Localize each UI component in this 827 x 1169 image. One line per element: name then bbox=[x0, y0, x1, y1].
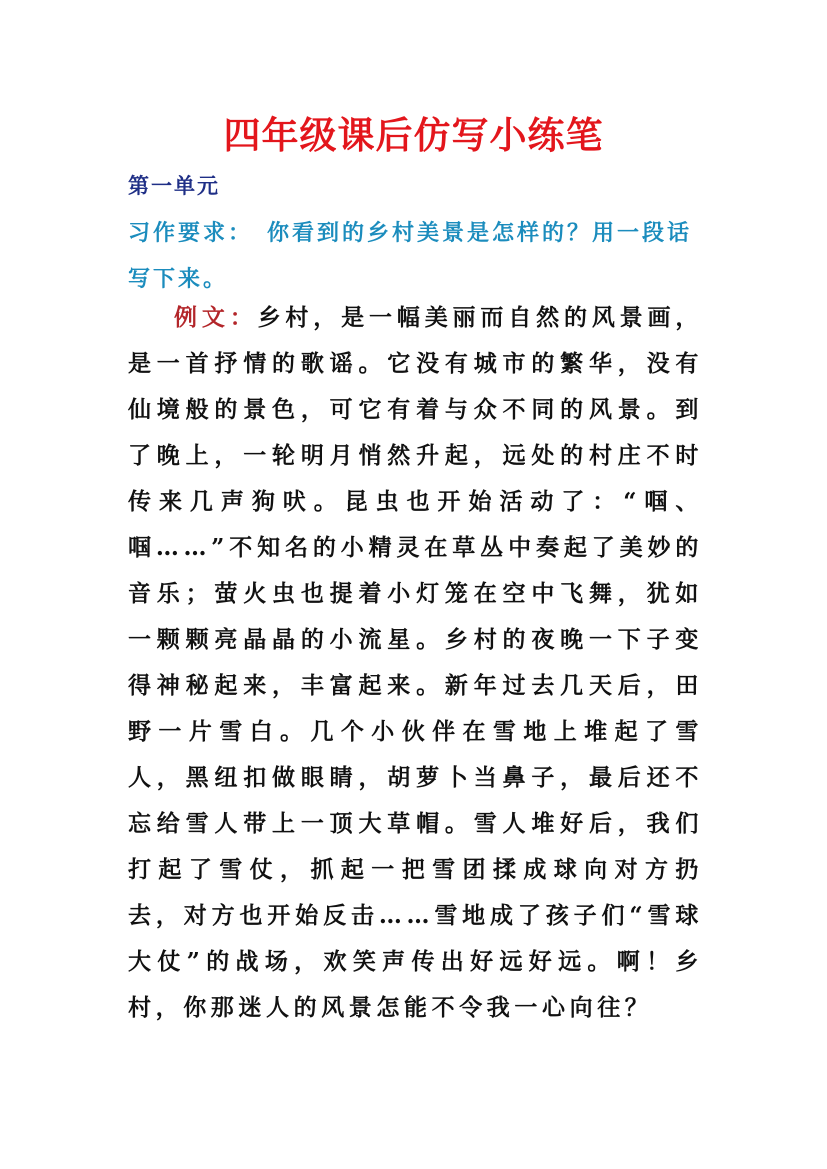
example-text: 乡村，是一幅美丽而自然的风景画，是一首抒情的歌谣。它没有城市的繁华，没有仙境般的景色，可它有着与众不同的风景。到了晚上，一轮明月悄然升起，远处的村庄不时传来几声狗吠。昆虫也开始活动了：“啯、啯……”不知名的小精灵在草丛中奏起了美妙的音乐；萤火虫也提着小灯笼在空中飞舞，犹如一颗颗亮晶晶的小流星。乡村的夜晚一下子变得神秘起来，丰富起来。新年过去几天后，田野一片雪白。几个小伙伴在雪地上堆起了雪人，黑纽扣做眼睛，胡萝卜当鼻子，最后还不忘给雪人带上一顶大草帽。雪人堆好后，我们打起了雪仗，抓起一把雪团揉成球向对方扔去，对方也开始反击……雪地成了孩子们“雪球大仗”的战场，欢笑声传出好远好远。啊！乡村，你那迷人的风景怎能不令我一心向往？ bbox=[128, 304, 703, 1021]
requirement-label: 习作要求： bbox=[128, 220, 254, 246]
requirement-text: 你看到的乡村美景是怎样的？用一段话写下来。 bbox=[128, 220, 693, 292]
example-essay bbox=[128, 295, 703, 1031]
writing-requirement bbox=[128, 210, 703, 302]
example-label: 例文： bbox=[174, 304, 258, 331]
unit-heading: 第一单元 bbox=[128, 173, 220, 198]
page-title: 四年级课后仿写小练笔 bbox=[223, 114, 604, 157]
